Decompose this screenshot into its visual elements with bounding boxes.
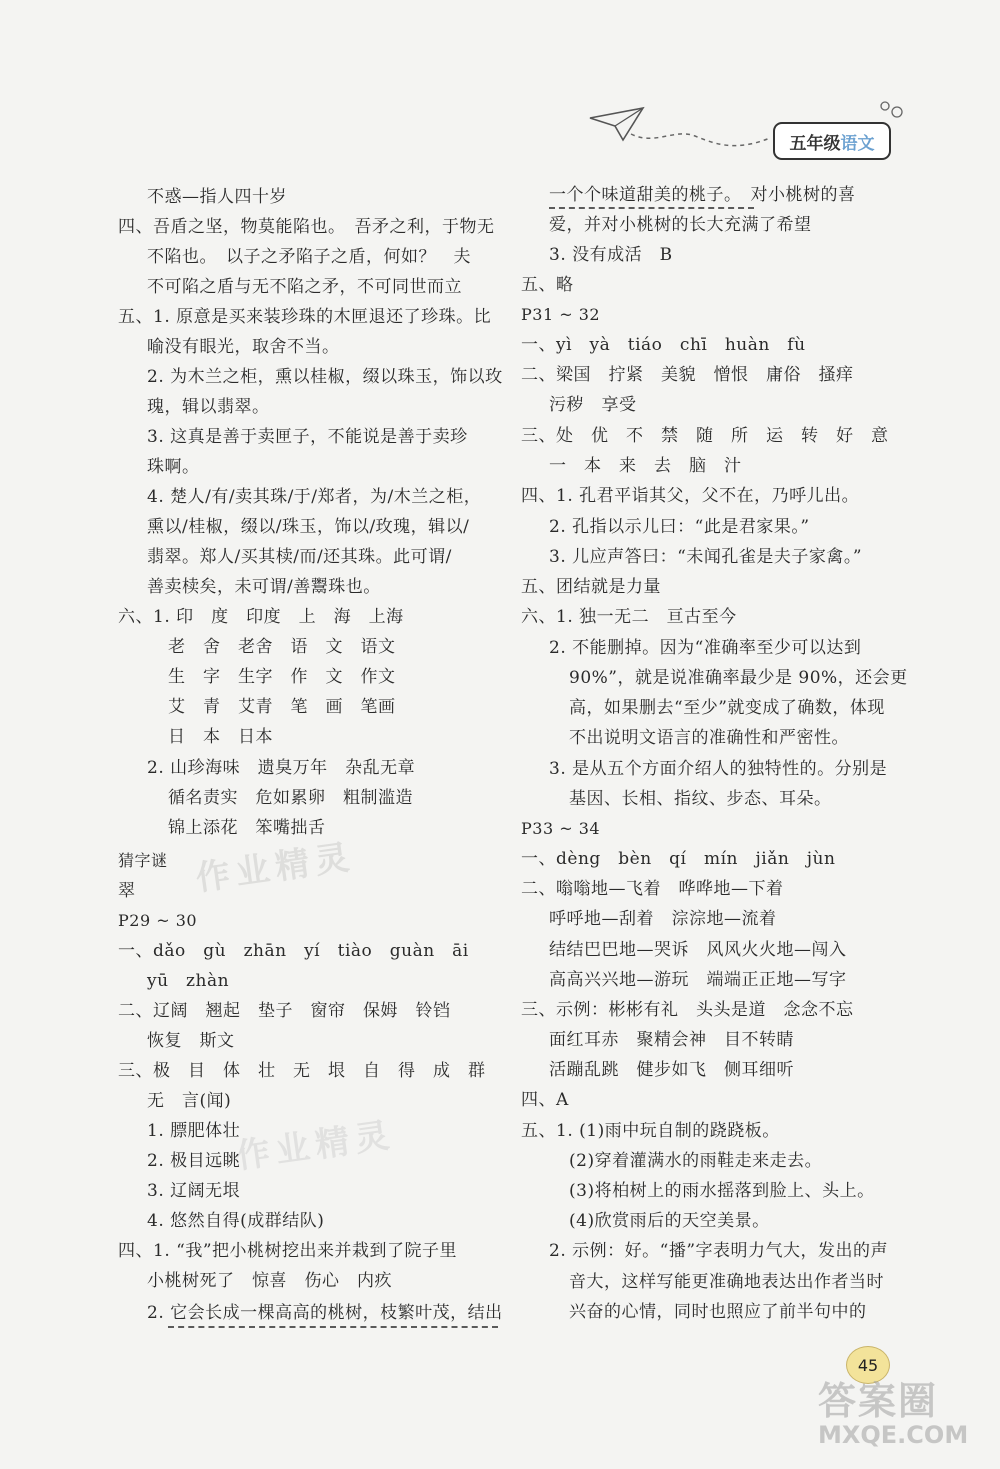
text-line: 爱，并对小桃树的长大充满了希望 — [549, 215, 812, 235]
text-line: (3)将柏树上的雨水摇落到脸上、头上。 — [569, 1181, 875, 1201]
text-line: 五、略 — [521, 275, 574, 295]
text-line: 兴奋的心情，同时也照应了前半句中的 — [569, 1302, 867, 1322]
text-line: 三、示例：彬彬有礼 头头是道 念念不忘 — [521, 1000, 854, 1020]
text-line: 六、1. 独一无二 亘古至今 — [521, 607, 737, 627]
text-line: 三、极 目 体 壮 无 垠 自 得 成 群 — [118, 1061, 486, 1081]
text-line: 4. 楚人/有/卖其珠/于/郑者，为/木兰之柜， — [147, 487, 482, 507]
text-line: (4)欣赏雨后的天空美景。 — [569, 1211, 770, 1231]
text-line: 不可陷之盾与无不陷之矛，不可同世而立 — [147, 277, 462, 297]
text-line: 一、dèng bèn qí mín jiǎn jùn — [521, 849, 836, 869]
text-line: 锦上添花 笨嘴拙舌 — [168, 818, 326, 838]
text-line: 高高兴兴地—游玩 端端正正地—写字 — [549, 970, 847, 990]
text-line: 音大，这样写能更准确地表达出作者当时 — [569, 1272, 884, 1292]
text-line: 一个个味道甜美的桃子。 对小桃树的喜 — [549, 185, 856, 205]
text-line: 喻没有眼光，取舍不当。 — [147, 337, 340, 357]
text-line: 翡翠。郑人/买其椟/而/还其珠。此可谓/ — [147, 547, 452, 567]
text-line: 二、辽阔 翘起 垫子 窗帘 保姆 铃铛 — [118, 1001, 451, 1021]
text-line: 4. 悠然自得(成群结队) — [147, 1211, 325, 1231]
text-line: 猜字谜 — [118, 851, 168, 870]
text-line: 二、嗡嗡地—飞着 哗哗地—下着 — [521, 879, 784, 899]
text-line: 活蹦乱跳 健步如飞 侧耳细听 — [549, 1060, 794, 1080]
text-line: 五、1. (1)雨中玩自制的跷跷板。 — [521, 1121, 780, 1141]
text-line: 五、团结就是力量 — [521, 577, 661, 597]
text-line: 2. 孔指以示儿曰：“此是君家果。” — [549, 517, 810, 537]
text-line: 三、处 优 不 禁 随 所 运 转 好 意 — [521, 426, 889, 446]
text-line: 瑰，辑以翡翠。 — [147, 397, 270, 417]
watermark-stamp: 作业精灵 — [233, 1115, 398, 1177]
text-line: 善卖椟矣，未可谓/善鬻珠也。 — [147, 577, 381, 597]
text-line: 2. 它会长成一棵高高的桃树，枝繁叶茂，结出 — [147, 1303, 503, 1323]
text-line: 小桃树死了 惊喜 伤心 内疚 — [147, 1271, 392, 1291]
wavy-underline — [549, 207, 754, 209]
grade-subject-badge — [773, 122, 891, 160]
text-line: 生 字 生字 作 文 作文 — [168, 667, 396, 687]
grade-label: 五年级 — [789, 133, 841, 154]
text-line: 无 言(闻) — [147, 1091, 232, 1111]
text-line: 不陷也。 以子之矛陷子之盾，何如？ 夫 — [147, 247, 471, 267]
watermark-stamp: 作业精灵 — [193, 837, 358, 899]
text-line: 一 本 来 去 脑 汁 — [549, 456, 742, 476]
text-line: 艾 青 艾青 笔 画 笔画 — [168, 697, 396, 717]
text-line: 2. 极目远眺 — [147, 1151, 241, 1171]
paper-plane-icon — [585, 100, 785, 160]
text-line: 熏以/桂椒，缀以/珠玉，饰以/玫瑰，辑以/ — [147, 517, 470, 537]
wavy-underline — [168, 1326, 498, 1328]
text-line: 3. 儿应声答曰：“未闻孔雀是夫子家禽。” — [549, 547, 863, 567]
section-heading: P33 ~ 34 — [521, 819, 601, 838]
text-line: 3. 没有成活 B — [549, 245, 673, 265]
text-line: 老 舍 老舍 语 文 语文 — [168, 637, 396, 657]
site-watermark-top: 答案圈 — [818, 1379, 939, 1423]
subject-label: 语文 — [840, 133, 875, 154]
text-line: 四、1. “我”把小桃树挖出来并栽到了院子里 — [118, 1241, 458, 1261]
text-line: 90%”，就是说准确率最少是 90%，还会更 — [569, 668, 908, 688]
text-line: 一、yì yà tiáo chī huàn fù — [521, 335, 806, 355]
text-line: 高，如果删去“至少”就变成了确数，体现 — [569, 698, 885, 718]
text-line: 3. 这真是善于卖匣子，不能说是善于卖珍 — [147, 427, 468, 447]
text-line: 二、梁国 拧紧 美貌 憎恨 庸俗 搔痒 — [521, 365, 854, 385]
text-line: 恢复 斯文 — [147, 1031, 235, 1051]
text-line: 翠 — [118, 881, 136, 901]
text-line: 呼呼地—刮着 淙淙地—流着 — [549, 909, 777, 929]
page-number: 45 — [846, 1346, 890, 1384]
text-line: 日 本 日本 — [168, 727, 273, 747]
text-line: 循名责实 危如累卵 粗制滥造 — [168, 788, 413, 808]
text-line: 3. 是从五个方面介绍人的独特性的。分别是 — [549, 759, 888, 779]
text-line: 3. 辽阔无垠 — [147, 1181, 241, 1201]
text-line: yū zhàn — [147, 971, 230, 991]
site-watermark — [818, 1380, 968, 1448]
section-heading: P31 ~ 32 — [521, 305, 601, 324]
text-line: 珠啊。 — [147, 457, 200, 477]
text-line: 2. 不能删掉。因为“准确率至少可以达到 — [549, 638, 862, 658]
text-line: 四、1. 孔君平诣其父，父不在，乃呼儿出。 — [521, 486, 860, 506]
text-line: 结结巴巴地—哭诉 风风火火地—闯入 — [549, 940, 847, 960]
text-line: 污秽 享受 — [549, 395, 637, 415]
text-line: 2. 为木兰之柜，熏以桂椒，缀以珠玉，饰以玫 — [147, 367, 503, 387]
site-watermark-bottom: MXQE.COM — [818, 1421, 969, 1449]
text-line: 2. 山珍海味 遗臭万年 杂乱无章 — [147, 758, 416, 778]
section-heading: P29 ~ 30 — [118, 911, 198, 930]
text-line: 五、1. 原意是买来装珍珠的木匣退还了珍珠。比 — [118, 307, 492, 327]
text-line: 2. 示例：好。“播”字表明力气大，发出的声 — [549, 1241, 889, 1261]
text-line: 六、1. 印 度 印度 上 海 上海 — [118, 607, 404, 627]
text-line: (2)穿着灌满水的雨鞋走来走去。 — [569, 1151, 823, 1171]
text-line: 面红耳赤 聚精会神 目不转睛 — [549, 1030, 794, 1050]
text-line: 四、吾盾之坚，物莫能陷也。 吾矛之利，于物无 — [118, 217, 495, 237]
text-line: 不惑—指人四十岁 — [147, 187, 287, 207]
text-line: 一、dǎo gù zhān yí tiào guàn āi — [118, 941, 469, 961]
text-line: 不出说明文语言的准确性和严密性。 — [569, 728, 849, 748]
text-line: 四、A — [521, 1090, 569, 1110]
text-line: 1. 膘肥体壮 — [147, 1121, 241, 1141]
text-line: 基因、长相、指纹、步态、耳朵。 — [569, 789, 832, 809]
